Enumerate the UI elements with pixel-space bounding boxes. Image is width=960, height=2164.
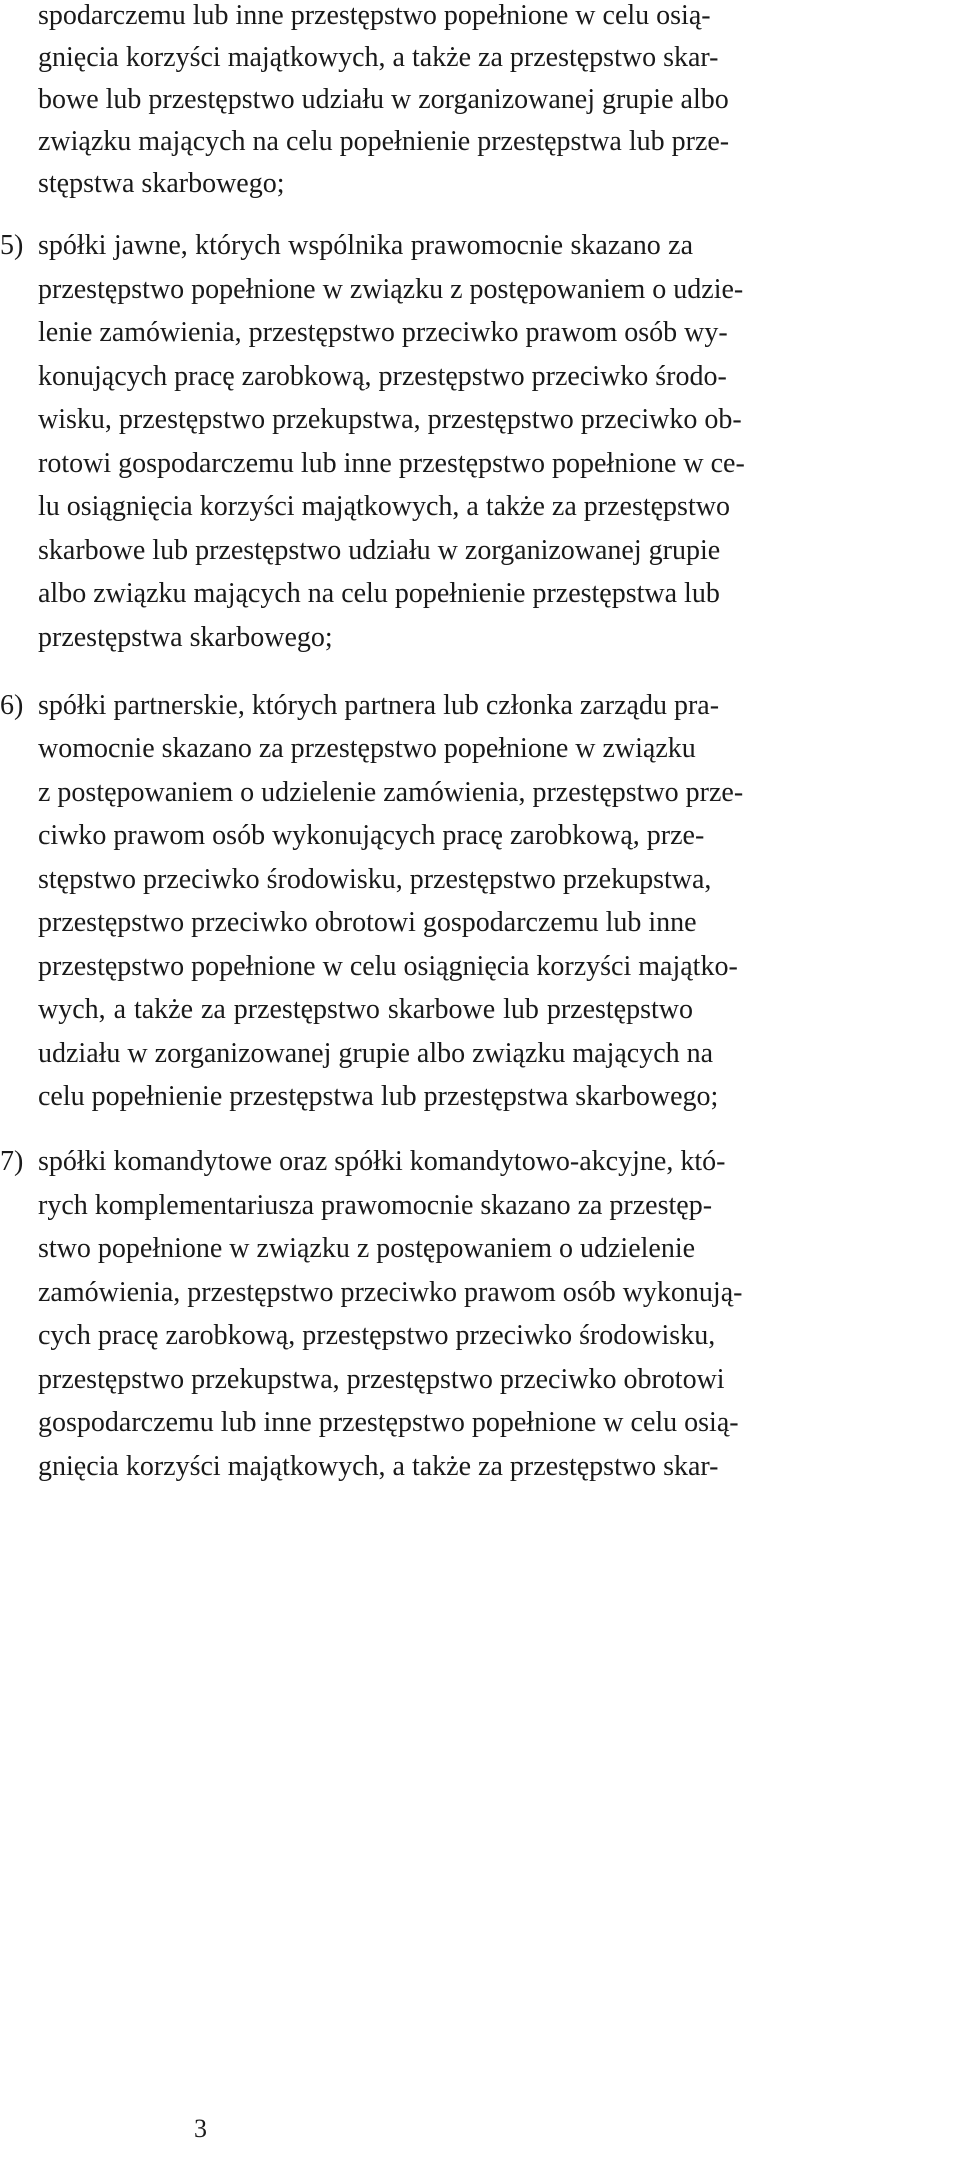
text-line: przestępstwo popełnione w związku z postępowaniem o udzie-: [38, 274, 744, 305]
text-line: przestępstwo popełnione w celu osiągnięcia korzyści majątko-: [38, 951, 738, 982]
text-line: zamówienia, przestępstwo przeciwko prawom osób wykonują-: [38, 1277, 743, 1308]
text-line: bowe lub przestępstwo udziału w zorganizowanej grupie albo: [38, 84, 729, 115]
list-number: 7): [0, 1146, 24, 1177]
text-line: przestępstwa skarbowego;: [38, 622, 333, 653]
text-line: przestępstwo przekupstwa, przestępstwo przeciwko obrotowi: [38, 1364, 725, 1395]
page-number: 3: [194, 2114, 207, 2143]
text-line: rych komplementariusza prawomocnie skazano za przestęp-: [38, 1190, 713, 1221]
text-line: gospodarczemu lub inne przestępstwo popełnione w celu osią-: [38, 1407, 739, 1438]
list-number: 5): [0, 230, 24, 261]
text-line: ciwko prawom osób wykonujących pracę zarobkową, prze-: [38, 820, 705, 851]
text-line: stwo popełnione w związku z postępowaniem o udzielenie: [38, 1233, 696, 1264]
text-line: spółki komandytowe oraz spółki komandytowo-akcyjne, któ-: [38, 1146, 726, 1177]
text-line: gnięcia korzyści majątkowych, a także za przestępstwo skar-: [38, 1451, 719, 1482]
text-line: przestępstwo przeciwko obrotowi gospodarczemu lub inne: [38, 907, 697, 938]
list-number: 6): [0, 690, 24, 721]
text-line: cych pracę zarobkową, przestępstwo przeciwko środowisku,: [38, 1320, 716, 1351]
text-line: spodarczemu lub inne przestępstwo popełnione w celu osią-: [38, 0, 711, 31]
text-line: spółki jawne, których wspólnika prawomocnie skazano za: [38, 230, 693, 261]
text-line: stępstwo przeciwko środowisku, przestępstwo przekupstwa,: [38, 864, 712, 895]
text-line: spółki partnerskie, których partnera lub członka zarządu pra-: [38, 690, 720, 721]
text-line: gnięcia korzyści majątkowych, a także za przestępstwo skar-: [38, 42, 719, 73]
text-line: albo związku mających na celu popełnienie przestępstwa lub: [38, 578, 720, 609]
text-line: celu popełnienie przestępstwa lub przestępstwa skarbowego;: [38, 1081, 719, 1112]
text-line: lenie zamówienia, przestępstwo przeciwko prawom osób wy-: [38, 317, 728, 348]
text-line: wych, a także za przestępstwo skarbowe lub przestępstwo: [38, 994, 693, 1025]
text-line: skarbowe lub przestępstwo udziału w zorganizowanej grupie: [38, 535, 721, 566]
text-line: womocnie skazano za przestępstwo popełnione w związku: [38, 733, 696, 764]
text-line: wisku, przestępstwo przekupstwa, przestępstwo przeciwko ob-: [38, 404, 742, 435]
text-line: konujących pracę zarobkową, przestępstwo przeciwko środo-: [38, 361, 727, 392]
text-line: rotowi gospodarczemu lub inne przestępstwo popełnione w ce-: [38, 448, 745, 479]
text-line: związku mających na celu popełnienie przestępstwa lub prze-: [38, 126, 730, 157]
text-line: udziału w zorganizowanej grupie albo związku mających na: [38, 1038, 714, 1069]
text-line: z postępowaniem o udzielenie zamówienia, przestępstwo prze-: [38, 777, 744, 808]
text-line: stępstwa skarbowego;: [38, 168, 285, 199]
text-line: lu osiągnięcia korzyści majątkowych, a także za przestępstwo: [38, 491, 730, 522]
